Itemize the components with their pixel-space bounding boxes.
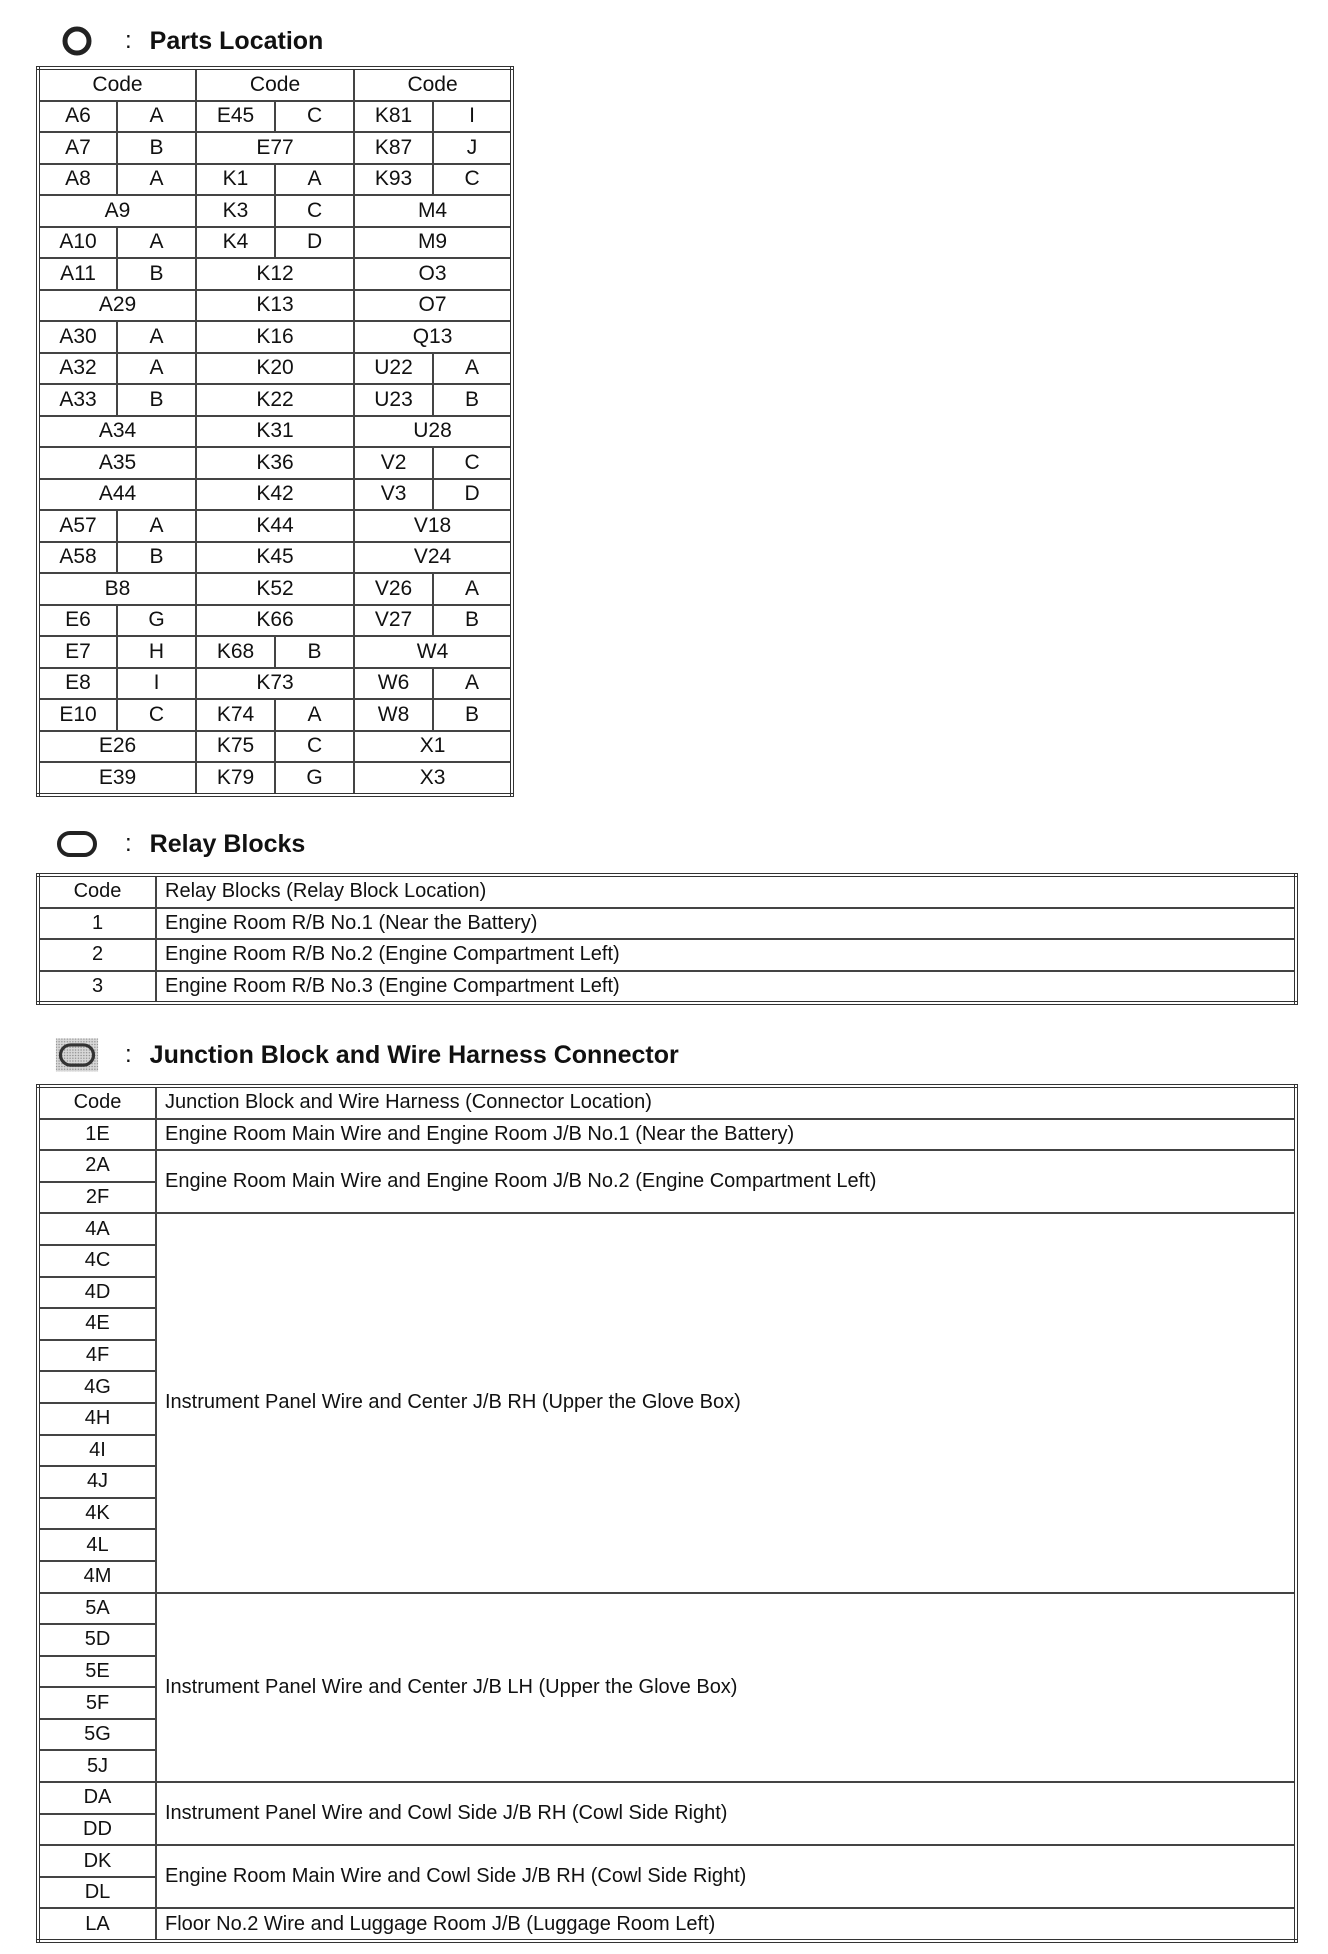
table-row [38,1213,1296,1245]
table-row [38,1593,1296,1625]
part-code-cell: A35 [38,447,196,479]
table-row [38,1119,1296,1151]
part-code-cell: W8 [354,699,433,731]
table-row [38,636,512,668]
part-location-letter-cell: B [117,258,196,290]
part-code-cell: K79 [196,762,275,795]
relay-desc-cell: Engine Room R/B No.3 (Engine Compartment Left) [156,971,1296,1004]
part-location-letter-cell: G [275,762,354,795]
part-code-cell: E8 [38,668,117,700]
part-code-cell: U22 [354,353,433,385]
part-location-letter-cell: C [275,101,354,133]
part-code-cell: E45 [196,101,275,133]
part-location-letter-cell: C [117,699,196,731]
table-row [38,1845,1296,1877]
part-code-cell: X3 [354,762,512,795]
part-code-cell: O3 [354,258,512,290]
junction-code-cell: DD [38,1814,156,1846]
junction-code-cell: 4A [38,1213,156,1245]
part-code-cell: E10 [38,699,117,731]
table-row [38,132,512,164]
part-code-cell: A32 [38,353,117,385]
part-location-letter-cell: A [275,164,354,196]
part-code-cell: K74 [196,699,275,731]
table-row [38,447,512,479]
oval-symbol-icon [55,826,99,862]
junction-code-cell: 5F [38,1687,156,1719]
junction-desc-cell: Instrument Panel Wire and Cowl Side J/B RH (Cowl Side Right) [156,1782,1296,1845]
part-code-cell: A34 [38,416,196,448]
parts-location-colon: : [125,27,132,54]
part-code-cell: K73 [196,668,354,700]
part-code-cell: A44 [38,479,196,511]
junction-desc-cell: Engine Room Main Wire and Engine Room J/B No.2 (Engine Compartment Left) [156,1150,1296,1213]
part-code-cell: A11 [38,258,117,290]
part-location-letter-cell: A [433,353,512,385]
junction-code-cell: LA [38,1908,156,1941]
parts-header-row [38,68,512,101]
part-location-letter-cell: A [117,353,196,385]
relay-header-desc: Relay Blocks (Relay Block Location) [156,875,1296,908]
table-row [38,164,512,196]
table-row [38,1908,1296,1941]
part-location-letter-cell: C [275,195,354,227]
part-location-letter-cell: D [433,479,512,511]
part-location-letter-cell: B [117,542,196,574]
junction-code-cell: 5G [38,1719,156,1751]
part-code-cell: V3 [354,479,433,511]
junction-block-table [36,1084,1298,1943]
junction-code-cell: DK [38,1845,156,1877]
parts-header-cell: Code [354,68,512,101]
part-code-cell: E39 [38,762,196,795]
relay-desc-cell: Engine Room R/B No.1 (Near the Battery) [156,908,1296,940]
relay-desc-cell: Engine Room R/B No.2 (Engine Compartment Left) [156,939,1296,971]
table-row [38,353,512,385]
table-row [38,101,512,133]
junction-code-cell: 4D [38,1277,156,1309]
part-code-cell: K22 [196,384,354,416]
junction-code-cell: 4J [38,1466,156,1498]
part-code-cell: X1 [354,731,512,763]
part-code-cell: B8 [38,573,196,605]
part-location-letter-cell: A [117,321,196,353]
part-code-cell: V18 [354,510,512,542]
part-code-cell: K75 [196,731,275,763]
part-location-letter-cell: B [117,384,196,416]
part-location-letter-cell: H [117,636,196,668]
table-row [38,384,512,416]
table-row [38,605,512,637]
junction-code-cell: 4K [38,1498,156,1530]
part-code-cell: V24 [354,542,512,574]
junction-code-cell: 1E [38,1119,156,1151]
part-code-cell: A30 [38,321,117,353]
parts-location-title: Parts Location [149,26,324,55]
part-location-letter-cell: B [117,132,196,164]
junction-code-cell: 4M [38,1561,156,1593]
table-row [38,971,1296,1004]
junction-code-cell: 4L [38,1529,156,1561]
part-code-cell: E6 [38,605,117,637]
junction-code-cell: 2A [38,1150,156,1182]
junction-code-cell: 4E [38,1308,156,1340]
part-code-cell: A8 [38,164,117,196]
table-row [38,762,512,795]
part-code-cell: K20 [196,353,354,385]
part-code-cell: A58 [38,542,117,574]
junction-code-cell: 5J [38,1750,156,1782]
part-code-cell: W4 [354,636,512,668]
junction-desc-cell: Instrument Panel Wire and Center J/B LH (Upper the Glove Box) [156,1593,1296,1783]
part-code-cell: K42 [196,479,354,511]
relay-header-row [38,875,1296,908]
relay-blocks-colon: : [125,830,132,857]
relay-header-code: Code [38,875,156,908]
part-code-cell: K52 [196,573,354,605]
junction-code-cell: 5D [38,1624,156,1656]
table-row [38,227,512,259]
table-row [38,1782,1296,1814]
junction-code-cell: 4G [38,1371,156,1403]
table-row [38,416,512,448]
part-code-cell: V26 [354,573,433,605]
part-code-cell: K68 [196,636,275,668]
part-code-cell: K36 [196,447,354,479]
part-location-letter-cell: A [117,164,196,196]
part-location-letter-cell: B [275,636,354,668]
table-row [38,510,512,542]
part-code-cell: K3 [196,195,275,227]
part-code-cell: A9 [38,195,196,227]
part-code-cell: A29 [38,290,196,322]
junction-code-cell: DA [38,1782,156,1814]
part-code-cell: V27 [354,605,433,637]
junction-code-cell: 4H [38,1403,156,1435]
table-row [38,1150,1296,1182]
part-code-cell: K13 [196,290,354,322]
relay-code-cell: 3 [38,971,156,1004]
part-location-letter-cell: G [117,605,196,637]
part-code-cell: A7 [38,132,117,164]
part-code-cell: E77 [196,132,354,164]
junction-code-cell: 4C [38,1245,156,1277]
shaded-oval-symbol-icon [55,1037,99,1073]
part-code-cell: K16 [196,321,354,353]
part-code-cell: K4 [196,227,275,259]
part-location-letter-cell: A [117,510,196,542]
part-code-cell: K87 [354,132,433,164]
part-code-cell: W6 [354,668,433,700]
part-code-cell: K93 [354,164,433,196]
junction-desc-cell: Instrument Panel Wire and Center J/B RH (Upper the Glove Box) [156,1213,1296,1592]
part-code-cell: A33 [38,384,117,416]
junction-code-cell: 2F [38,1182,156,1214]
table-row [38,321,512,353]
relay-code-cell: 2 [38,939,156,971]
part-code-cell: K12 [196,258,354,290]
part-code-cell: A10 [38,227,117,259]
part-location-letter-cell: C [275,731,354,763]
part-location-letter-cell: B [433,384,512,416]
part-location-letter-cell: A [117,101,196,133]
junction-code-cell: 5E [38,1656,156,1688]
junction-desc-cell: Engine Room Main Wire and Cowl Side J/B RH (Cowl Side Right) [156,1845,1296,1908]
part-location-letter-cell: J [433,132,512,164]
part-code-cell: K1 [196,164,275,196]
table-row [38,542,512,574]
relay-blocks-table [36,873,1298,1005]
part-code-cell: U23 [354,384,433,416]
part-location-letter-cell: A [433,573,512,605]
part-location-letter-cell: A [117,227,196,259]
part-location-letter-cell: D [275,227,354,259]
part-code-cell: K81 [354,101,433,133]
table-row [38,290,512,322]
part-code-cell: U28 [354,416,512,448]
junction-header-code: Code [38,1086,156,1119]
part-location-letter-cell: A [275,699,354,731]
part-code-cell: A6 [38,101,117,133]
part-location-letter-cell: C [433,164,512,196]
table-row [38,908,1296,940]
relay-blocks-heading [55,822,305,866]
junction-code-cell: 4I [38,1435,156,1467]
table-row [38,668,512,700]
part-code-cell: V2 [354,447,433,479]
table-row [38,939,1296,971]
part-code-cell: E26 [38,731,196,763]
part-code-cell: K66 [196,605,354,637]
parts-location-table [36,66,514,797]
table-row [38,479,512,511]
parts-header-cell: Code [196,68,354,101]
table-row [38,195,512,227]
part-code-cell: K45 [196,542,354,574]
junction-code-cell: DL [38,1877,156,1909]
table-row [38,573,512,605]
part-code-cell: E7 [38,636,117,668]
part-code-cell: K31 [196,416,354,448]
junction-block-title: Junction Block and Wire Harness Connector [149,1040,679,1069]
junction-code-cell: 5A [38,1593,156,1625]
junction-desc-cell: Engine Room Main Wire and Engine Room J/B No.1 (Near the Battery) [156,1119,1296,1151]
relay-code-cell: 1 [38,908,156,940]
part-code-cell: A57 [38,510,117,542]
part-location-letter-cell: C [433,447,512,479]
part-code-cell: M9 [354,227,512,259]
circle-symbol-icon [55,23,99,59]
part-location-letter-cell: B [433,605,512,637]
part-code-cell: Q13 [354,321,512,353]
junction-header-row [38,1086,1296,1119]
part-code-cell: K44 [196,510,354,542]
junction-code-cell: 4F [38,1340,156,1372]
junction-header-desc: Junction Block and Wire Harness (Connector Location) [156,1086,1296,1119]
relay-blocks-title: Relay Blocks [149,829,306,858]
table-row [38,258,512,290]
part-code-cell: M4 [354,195,512,227]
parts-location-heading [55,19,323,63]
junction-block-colon: : [125,1041,132,1068]
part-location-letter-cell: I [117,668,196,700]
part-location-letter-cell: A [433,668,512,700]
junction-block-heading [55,1033,679,1077]
part-location-letter-cell: B [433,699,512,731]
parts-header-cell: Code [38,68,196,101]
table-row [38,731,512,763]
part-code-cell: O7 [354,290,512,322]
part-location-letter-cell: I [433,101,512,133]
junction-desc-cell: Floor No.2 Wire and Luggage Room J/B (Luggage Room Left) [156,1908,1296,1941]
table-row [38,699,512,731]
